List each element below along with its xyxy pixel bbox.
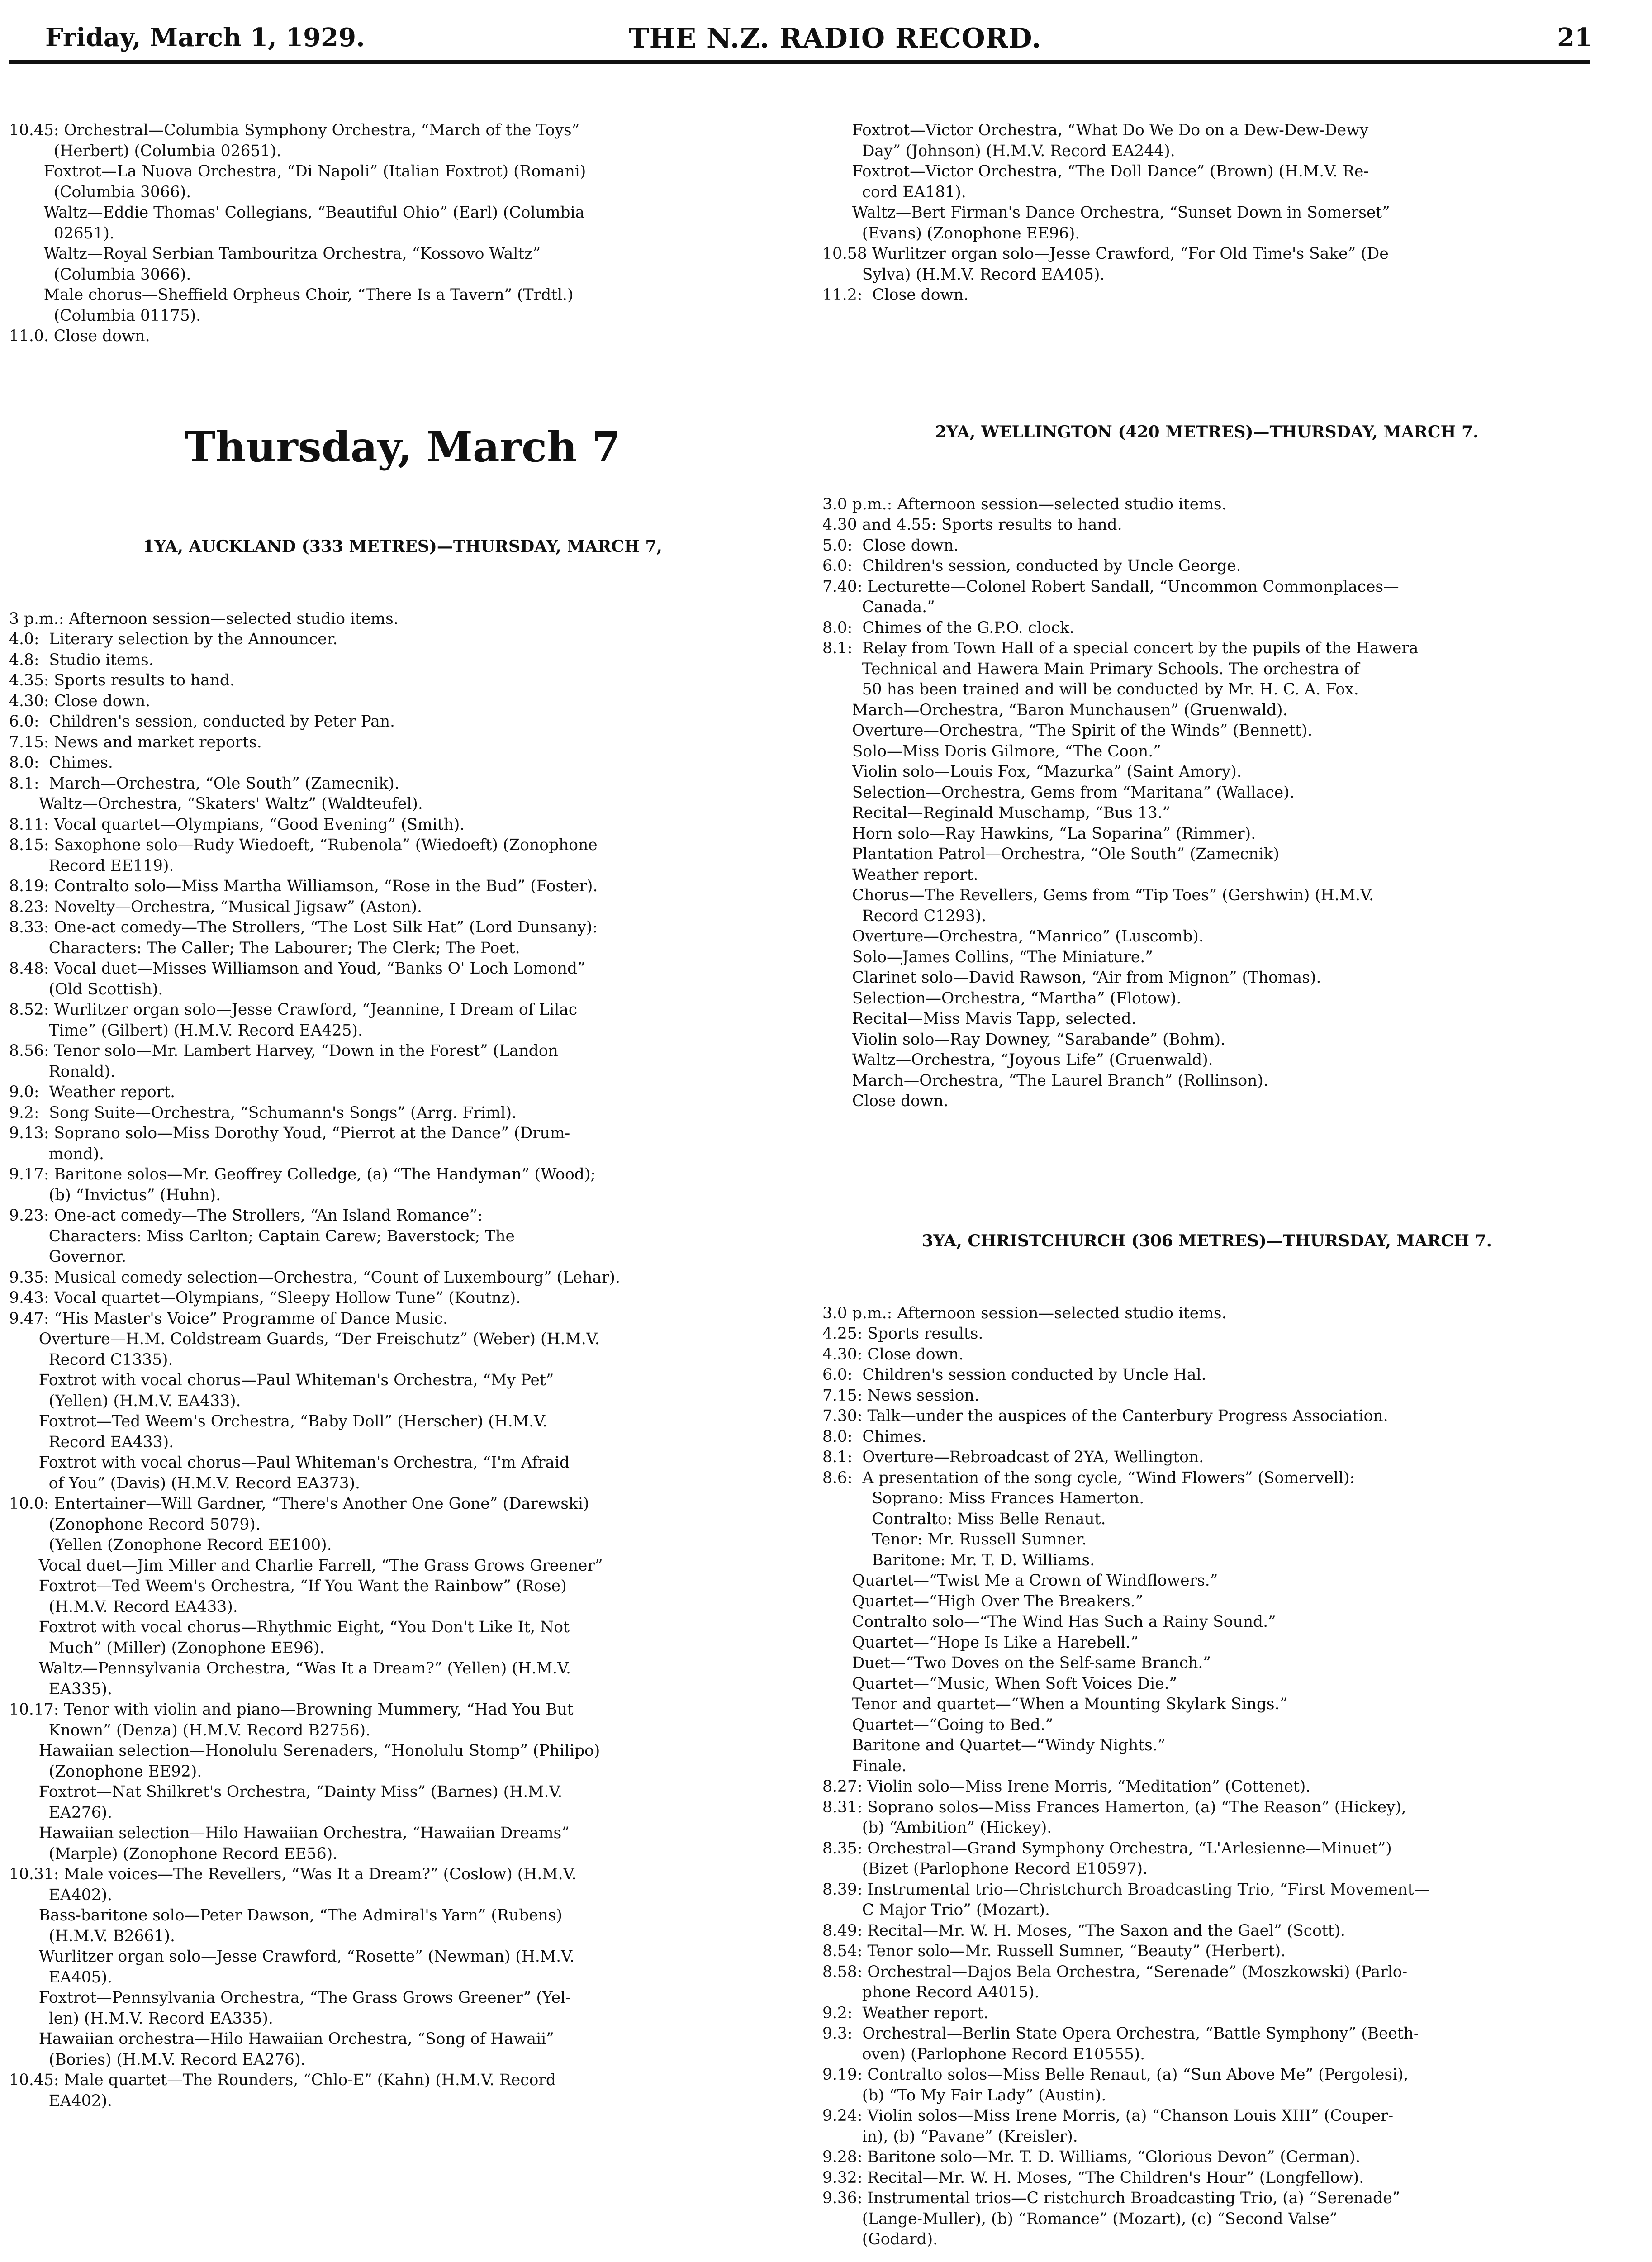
programme-line: 6.0: Children's session, conducted by Uncle George. [822,557,1241,575]
programme-line: cord EA181). [822,183,966,201]
programme-line: Foxtrot—La Nuova Orchestra, “Di Napoli” (Italian Foxtrot) (Romani) [9,162,586,181]
programme-line: March—Orchestra, “Baron Munchausen” (Gruenwald). [822,701,1288,719]
programme-line: Recital—Miss Mavis Tapp, selected. [822,1010,1136,1028]
programme-line: 7.40: Lecturette—Colonel Robert Sandall, “Uncommon Commonplaces— [822,577,1399,596]
programme-2ya [822,494,1591,1112]
programme-line: Hawaiian selection—Honolulu Serenaders, “Honolulu Stomp” (Philipo) [9,1742,600,1760]
programme-line: 8.56: Tenor solo—Mr. Lambert Harvey, “Down in the Forest” (Landon [9,1042,558,1060]
programme-line: (Columbia 3066). [9,183,191,201]
programme-line: Clarinet solo—David Rawson, “Air from Mignon” (Thomas). [822,969,1321,987]
programme-line: 8.19: Contralto solo—Miss Martha Williamson, “Rose in the Bud” (Foster). [9,877,598,895]
programme-line: Record C1335). [9,1350,173,1369]
programme-line: (Herbert) (Columbia 02651). [9,142,281,160]
programme-line: 9.17: Baritone solos—Mr. Geoffrey Colledge, (a) “The Handyman” (Wood); [9,1165,596,1183]
programme-line: 7.15: News and market reports. [9,733,262,751]
programme-line: Ronald). [9,1062,115,1081]
programme-line: Hawaiian selection—Hilo Hawaiian Orchestra, “Hawaiian Dreams” [9,1824,570,1842]
programme-line: Hawaiian orchestra—Hilo Hawaiian Orchestra, “Song of Hawaii” [9,2030,554,2048]
programme-line: Quartet—“Going to Bed.” [822,1716,1054,1734]
programme-line: Foxtrot—Victor Orchestra, “The Doll Dance” (Brown) (H.M.V. Re- [822,162,1369,181]
programme-line: Waltz—Pennsylvania Orchestra, “Was It a Dream?” (Yellen) (H.M.V. [9,1659,571,1677]
header-rule [9,60,1590,64]
programme-line: 9.24: Violin solos—Miss Irene Morris, (a) “Chanson Louis XIII” (Couper- [822,2107,1394,2125]
programme-line: Violin solo—Louis Fox, “Mazurka” (Saint Amory). [822,763,1242,781]
programme-line: 9.0: Weather report. [9,1083,176,1101]
programme-line: Foxtrot—Ted Weem's Orchestra, “If You Want the Rainbow” (Rose) [9,1577,567,1595]
programme-line: Tenor: Mr. Russell Sumner. [822,1530,1087,1549]
programme-line: 8.27: Violin solo—Miss Irene Morris, “Meditation” (Cottenet). [822,1777,1311,1796]
programme-line: EA335). [9,1680,113,1698]
programme-line: (Zonophone Record 5079). [9,1515,261,1534]
programme-line: Waltz—Orchestra, “Joyous Life” (Gruenwald). [822,1051,1213,1069]
programme-line: Wurlitzer organ solo—Jesse Crawford, “Rosette” (Newman) (H.M.V. [9,1948,574,1966]
programme-line: len) (H.M.V. Record EA335). [9,2009,273,2028]
programme-line: (Bories) (H.M.V. Record EA276). [9,2050,306,2069]
programme-line: Day” (Johnson) (H.M.V. Record EA244). [822,142,1175,160]
programme-line: (Evans) (Zonophone EE96). [822,224,1080,242]
programme-line: 5.0: Close down. [822,536,959,555]
programme-line: 9.19: Contralto solos—Miss Belle Renaut, (a) “Sun Above Me” (Pergolesi), [822,2066,1409,2084]
programme-line: Vocal duet—Jim Miller and Charlie Farrell, “The Grass Grows Greener” [9,1556,603,1575]
programme-line: 8.0: Chimes. [9,754,113,772]
programme-line: 7.15: News session. [822,1386,979,1405]
programme-line: 8.1: March—Orchestra, “Ole South” (Zamecnik). [9,774,399,793]
programme-line: 8.39: Instrumental trio—Christchurch Broadcasting Trio, “First Movement— [822,1880,1430,1899]
programme-line: (Zonophone EE92). [9,1762,202,1781]
programme-line: 3 p.m.: Afternoon session—selected studio items. [9,609,399,628]
programme-line: EA402). [9,1886,113,1904]
programme-line: Waltz—Royal Serbian Tambouritza Orchestra, “Kossovo Waltz” [9,245,541,263]
programme-line: 8.11: Vocal quartet—Olympians, “Good Evening” (Smith). [9,815,465,834]
programme-line: (Yellen) (H.M.V. EA433). [9,1392,241,1410]
programme-line: 9.32: Recital—Mr. W. H. Moses, “The Children's Hour” (Longfellow). [822,2168,1364,2187]
programme-line: 10.0: Entertainer—Will Gardner, “There's Another One Gone” (Darewski) [9,1495,589,1513]
programme-line: Bass-baritone solo—Peter Dawson, “The Admiral's Yarn” (Rubens) [9,1906,562,1925]
programme-line: Overture—H.M. Coldstream Guards, “Der Freischutz” (Weber) (H.M.V. [9,1330,600,1348]
programme-line: 9.35: Musical comedy selection—Orchestra, “Count of Luxembourg” (Lehar). [9,1268,620,1287]
programme-line: (Marple) (Zonophone Record EE56). [9,1844,338,1863]
programme-line: Finale. [822,1757,907,1775]
programme-line: 10.45: Male quartet—The Rounders, “Chlo-E” (Kahn) (H.M.V. Record [9,2071,556,2089]
programme-line: 8.1: Overture—Rebroadcast of 2YA, Wellington. [822,1448,1204,1466]
programme-line: 8.49: Recital—Mr. W. H. Moses, “The Saxon and the Gael” (Scott). [822,1921,1346,1940]
programme-line: Sylva) (H.M.V. Record EA405). [822,265,1105,284]
programme-line: Foxtrot with vocal chorus—Paul Whiteman's Orchestra, “My Pet” [9,1371,554,1389]
programme-line: Foxtrot—Ted Weem's Orchestra, “Baby Doll” (Herscher) (H.M.V. [9,1412,547,1430]
programme-line: 50 has been trained and will be conducted by Mr. H. C. A. Fox. [822,680,1359,699]
programme-line: 4.30: Close down. [9,692,151,710]
page-header [9,23,1592,63]
programme-line: 9.2: Song Suite—Orchestra, “Schumann's Songs” (Arrg. Friml). [9,1103,517,1122]
programme-line: Male chorus—Sheffield Orpheus Choir, “There Is a Tavern” (Trdtl.) [9,286,574,304]
day-heading: Thursday, March 7 [184,422,621,471]
programme-line: 4.8: Studio items. [9,651,154,669]
programme-line: Horn solo—Ray Hawkins, “La Soparina” (Rimmer). [822,824,1256,843]
programme-line: 8.54: Tenor solo—Mr. Russell Sumner, “Beauty” (Herbert). [822,1942,1286,1960]
programme-line: 10.31: Male voices—The Revellers, “Was It a Dream?” (Coslow) (H.M.V. [9,1865,577,1883]
programme-line: 10.45: Orchestral—Columbia Symphony Orchestra, “March of the Toys” [9,121,580,139]
continued-programme-right [822,120,1591,306]
programme-line: (b) “To My Fair Lady” (Austin). [822,2086,1106,2105]
programme-line: 11.2: Close down. [822,286,969,304]
page-number: 21 [1557,23,1592,52]
programme-line: oven) (Parlophone Record E10555). [822,2045,1145,2063]
programme-line: 4.25: Sports results. [822,1325,983,1343]
section-heading-2ya: 2YA, WELLINGTON (420 METRES)—THURSDAY, MARCH 7. [935,422,1479,442]
programme-line: 8.33: One-act comedy—The Strollers, “The Lost Silk Hat” (Lord Dunsany): [9,918,598,936]
programme-line: Close down. [822,1092,949,1110]
programme-line: Quartet—“Music, When Soft Voices Die.” [822,1674,1177,1693]
programme-line: Governor. [9,1248,127,1266]
programme-line: 10.58 Wurlitzer organ solo—Jesse Crawford, “For Old Time's Sake” (De [822,245,1389,263]
programme-line: Quartet—“Hope Is Like a Harebell.” [822,1633,1139,1652]
programme-line: Solo—Miss Doris Gilmore, “The Coon.” [822,742,1161,760]
programme-line: 8.6: A presentation of the song cycle, “Wind Flowers” (Somervell): [822,1468,1355,1487]
programme-line: (b) “Ambition” (Hickey). [822,1819,1052,1837]
programme-line: Selection—Orchestra, “Martha” (Flotow). [822,989,1182,1007]
programme-line: 8.23: Novelty—Orchestra, “Musical Jigsaw” (Aston). [9,898,422,916]
programme-line: Quartet—“Twist Me a Crown of Windflowers.” [822,1572,1218,1590]
left-column [9,79,796,2132]
programme-line: Time” (Gilbert) (H.M.V. Record EA425). [9,1021,363,1040]
programme-line: March—Orchestra, “The Laurel Branch” (Rollinson). [822,1071,1268,1090]
programme-line: 8.31: Soprano solos—Miss Frances Hamerton, (a) “The Reason” (Hickey), [822,1798,1406,1816]
programme-line: (Bizet (Parlophone Record E10597). [822,1860,1148,1878]
programme-line: mond). [9,1145,104,1163]
programme-line: EA276). [9,1803,113,1822]
programme-line: 6.0: Children's session conducted by Uncle Hal. [822,1366,1206,1384]
programme-line: EA402). [9,2091,113,2110]
section-heading-3ya: 3YA, CHRISTCHURCH (306 METRES)—THURSDAY, MARCH 7. [921,1231,1492,1250]
programme-line: Record EA433). [9,1433,174,1451]
programme-line: 8.58: Orchestral—Dajos Bela Orchestra, “Serenade” (Moszkowski) (Parlo- [822,1963,1408,1981]
programme-line: 8.0: Chimes. [822,1427,926,1446]
programme-line: 10.17: Tenor with violin and piano—Browning Mummery, “Had You But [9,1701,574,1719]
programme-line: (Yellen (Zonophone Record EE100). [9,1536,332,1554]
header-date: Friday, March 1, 1929. [45,23,365,52]
programme-line: 11.0. Close down. [9,327,150,345]
programme-line: Foxtrot with vocal chorus—Rhythmic Eight, “You Don't Like It, Not [9,1618,570,1636]
programme-line: 9.36: Instrumental trios—C ristchurch Broadcasting Trio, (a) “Serenade” [822,2189,1400,2207]
programme-line: Much” (Miller) (Zonophone EE96). [9,1639,325,1657]
programme-line: Recital—Reginald Muschamp, “Bus 13.” [822,804,1171,822]
programme-line: 8.15: Saxophone solo—Rudy Wiedoeft, “Rubenola” (Wiedoeft) (Zonophone [9,836,598,854]
programme-line: 4.30 and 4.55: Sports results to hand. [822,516,1122,534]
programme-line: EA405). [9,1968,113,1986]
publication-title: THE N.Z. RADIO RECORD. [629,23,1042,54]
programme-line: 8.48: Vocal duet—Misses Williamson and Youd, “Banks O' Loch Lomond” [9,960,585,978]
programme-line: C Major Trio” (Mozart). [822,1901,1050,1919]
programme-line: Waltz—Bert Firman's Dance Orchestra, “Sunset Down in Somerset” [822,204,1390,222]
programme-line: Foxtrot—Pennsylvania Orchestra, “The Grass Grows Greener” (Yel- [9,1989,571,2007]
programme-line: Solo—James Collins, “The Miniature.” [822,948,1153,966]
section-heading-1ya: 1YA, AUCKLAND (333 METRES)—THURSDAY, MARCH 7, [143,537,662,556]
continued-programme [9,120,796,347]
programme-line: Contralto: Miss Belle Renaut. [822,1510,1106,1528]
programme-line: in), (b) “Pavane” (Kreisler). [822,2127,1078,2146]
programme-line: Tenor and quartet—“When a Mounting Skylark Sings.” [822,1695,1288,1713]
right-column [822,79,1591,2262]
programme-line: Selection—Orchestra, Gems from “Maritana” (Wallace). [822,783,1295,802]
programme-1ya [9,609,796,2112]
programme-line: 6.0: Children's session, conducted by Peter Pan. [9,713,395,731]
programme-line: Record C1293). [822,907,987,925]
programme-line: 9.13: Soprano solo—Miss Dorothy Youd, “Pierrot at the Dance” (Drum- [9,1124,570,1142]
programme-line: (b) “Invictus” (Huhn). [9,1186,221,1204]
programme-line: 3.0 p.m.: Afternoon session—selected studio items. [822,495,1227,513]
programme-line: (Columbia 01175). [9,306,201,325]
programme-line: Record EE119). [9,856,174,875]
programme-line: 9.47: “His Master's Voice” Programme of Dance Music. [9,1309,448,1328]
programme-line: (Godard). [822,2230,938,2248]
programme-line: 4.0: Literary selection by the Announcer. [9,630,338,648]
programme-line: 8.52: Wurlitzer organ solo—Jesse Crawford, “Jeannine, I Dream of Lilac [9,1001,578,1019]
programme-line: Plantation Patrol—Orchestra, “Ole South” (Zamecnik) [822,845,1280,863]
programme-line: (Lange-Muller), (b) “Romance” (Mozart), (c) “Second Valse” [822,2210,1338,2228]
programme-line: 9.23: One-act comedy—The Strollers, “An Island Romance”: [9,1207,483,1225]
programme-line: 4.30: Close down. [822,1345,964,1364]
programme-line: 9.2: Weather report. [822,2004,989,2022]
programme-line: of You” (Davis) (H.M.V. Record EA373). [9,1474,360,1492]
programme-line: Overture—Orchestra, “Manrico” (Luscomb). [822,927,1204,946]
programme-line: Waltz—Eddie Thomas' Collegians, “Beautiful Ohio” (Earl) (Columbia [9,204,585,222]
programme-line: 8.35: Orchestral—Grand Symphony Orchestra, “L'Arlesienne—Minuet”) [822,1839,1392,1858]
programme-line: 02651). [9,224,114,242]
programme-line: 8.0: Chimes of the G.P.O. clock. [822,618,1074,637]
programme-line: (Columbia 3066). [9,265,191,284]
programme-line: 7.30: Talk—under the auspices of the Canterbury Progress Association. [822,1407,1388,1425]
programme-line: Technical and Hawera Main Primary Schools. The orchestra of [822,660,1360,678]
programme-line: Contralto solo—“The Wind Has Such a Rainy Sound.” [822,1613,1276,1631]
programme-line: 8.1: Relay from Town Hall of a special concert by the pupils of the Hawera [822,639,1419,657]
programme-line: Weather report. [822,865,978,884]
programme-line: Soprano: Miss Frances Hamerton. [822,1489,1144,1507]
programme-line: (Old Scottish). [9,980,163,998]
programme-line: 9.3: Orchestral—Berlin State Opera Orchestra, “Battle Symphony” (Beeth- [822,2024,1419,2043]
programme-line: 3.0 p.m.: Afternoon session—selected studio items. [822,1304,1227,1322]
programme-line: Characters: The Caller; The Labourer; The Clerk; The Poet. [9,939,520,957]
programme-line: (H.M.V. B2661). [9,1927,175,1945]
programme-line: 4.35: Sports results to hand. [9,671,235,689]
programme-line: Canada.” [822,598,935,616]
programme-line: 9.28: Baritone solo—Mr. T. D. Williams, “Glorious Devon” (German). [822,2148,1361,2166]
programme-line: Foxtrot—Nat Shilkret's Orchestra, “Dainty Miss” (Barnes) (H.M.V. [9,1783,563,1801]
programme-line: Foxtrot—Victor Orchestra, “What Do We Do on a Dew-Dew-Dewy [822,121,1369,139]
programme-line: Known” (Denza) (H.M.V. Record B2756). [9,1721,371,1739]
programme-line: Duet—“Two Doves on the Self-same Branch.” [822,1654,1211,1672]
programme-line: Overture—Orchestra, “The Spirit of the Winds” (Bennett). [822,722,1313,740]
programme-3ya [822,1303,1591,2250]
programme-line: Chorus—The Revellers, Gems from “Tip Toes” (Gershwin) (H.M.V. [822,886,1374,904]
spacer [822,347,1591,371]
spacer [822,1153,1591,1179]
programme-line: Characters: Miss Carlton; Captain Carew; Baverstock; The [9,1227,515,1245]
programme-line: 9.43: Vocal quartet—Olympians, “Sleepy Hollow Tune” (Koutnz). [9,1289,521,1307]
programme-line: Foxtrot with vocal chorus—Paul Whiteman's Orchestra, “I'm Afraid [9,1454,570,1472]
programme-line: Waltz—Orchestra, “Skaters' Waltz” (Waldteufel). [9,795,423,813]
programme-line: (H.M.V. Record EA433). [9,1597,238,1616]
programme-line: Violin solo—Ray Downey, “Sarabande” (Bohm). [822,1030,1226,1049]
programme-line: Quartet—“High Over The Breakers.” [822,1592,1144,1611]
programme-line: Baritone and Quartet—“Windy Nights.” [822,1736,1166,1754]
programme-line: Baritone: Mr. T. D. Williams. [822,1551,1095,1569]
programme-line: phone Record A4015). [822,1983,1040,2001]
